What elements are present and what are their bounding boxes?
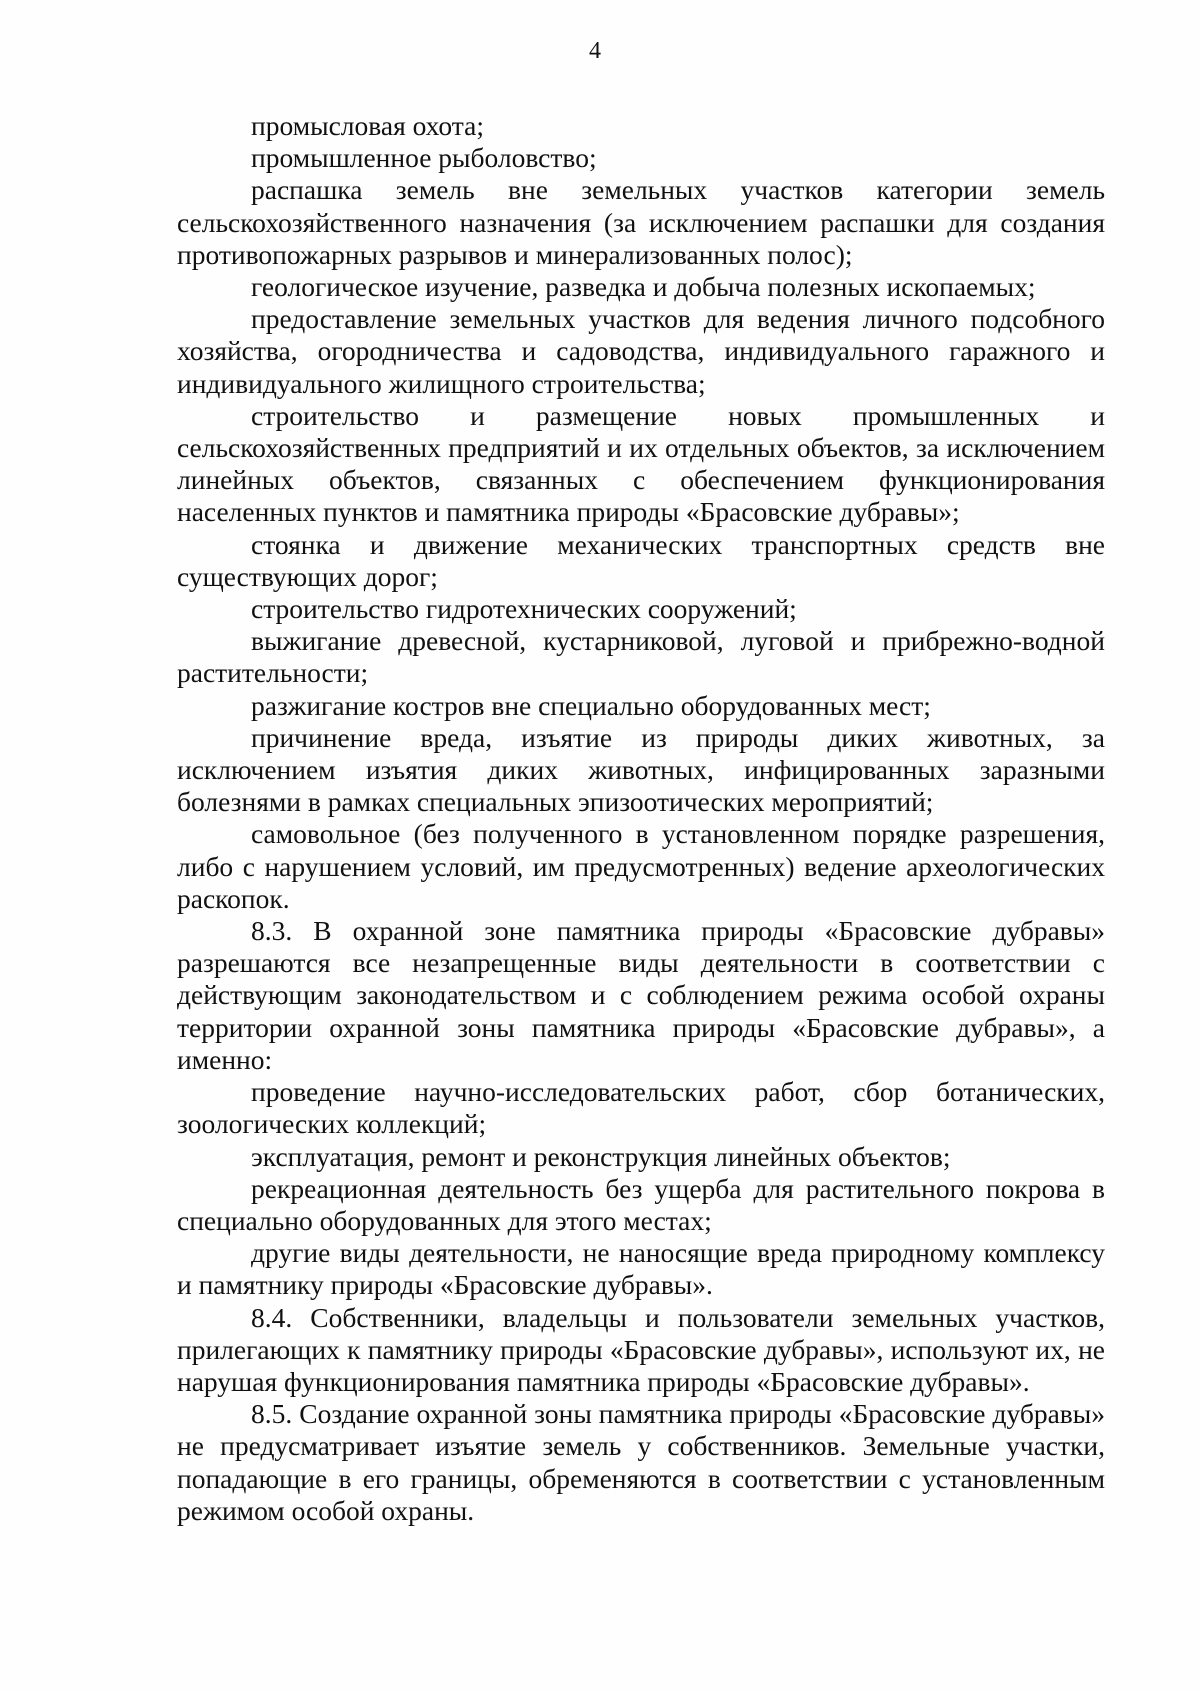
paragraph-section-8-3: 8.3. В охранной зоне памятника природы «Брасовские дубравы» разрешаются все незапрещенные виды деятельности в соответствии с действующим законодательством и с соблюдением режима особой охраны территории охранной зоны памятника природы «Брасовские дубравы», а именно: xyxy=(177,915,1105,1075)
paragraph-hydraulic-structures: строительство гидротехнических сооружений; xyxy=(251,593,797,625)
paragraph-archaeological-excavations: самовольное (без полученного в установленном порядке разрешения, либо с нарушением условий, им предусмотренных) ведение археологических раскопок. xyxy=(177,818,1105,914)
paragraph-construction: строительство и размещение новых промышленных и сельскохозяйственных предприятий и их отдельных объектов, за исключением линейных объектов, связанных с обеспечением функционирования населенных пунктов и памятника природы «Брасовские дубравы»; xyxy=(177,399,1105,528)
paragraph-geological-survey: геологическое изучение, разведка и добыча полезных ископаемых; xyxy=(251,271,1036,303)
paragraph-wildlife-harm: причинение вреда, изъятие из природы диких животных, за исключением изъятия диких животных, инфицированных заразными болезнями в рамках специальных эпизоотических мероприятий; xyxy=(177,721,1105,818)
paragraph-vehicle-parking: стоянка и движение механических транспортных средств вне существующих дорог; xyxy=(177,528,1105,592)
paragraph-vegetation-burning: выжигание древесной, кустарниковой, луговой и прибрежно-водной растительности; xyxy=(177,625,1105,689)
paragraph-section-8-4: 8.4. Собственники, владельцы и пользователи земельных участков, прилегающих к памятнику природы «Брасовские дубравы», используют их, не нарушая функционирования памятника природы «Брасовские дубравы». xyxy=(177,1301,1105,1397)
paragraph-linear-objects: эксплуатация, ремонт и реконструкция линейных объектов; xyxy=(251,1140,951,1172)
page-number: 4 xyxy=(589,38,601,64)
paragraph-recreation: рекреационная деятельность без ущерба для растительного покрова в специально оборудованных для этого местах; xyxy=(177,1172,1105,1236)
paragraph-plowing: распашка земель вне земельных участков категории земель сельскохозяйственного назначения (за исключением распашки для создания противопожарных разрывов и минерализованных полос); xyxy=(177,174,1105,270)
paragraph-commercial-hunting: промысловая охота; xyxy=(251,110,484,141)
paragraph-industrial-fishing: промышленное рыболовство; xyxy=(251,142,597,174)
document-body xyxy=(177,110,1105,1527)
paragraph-research: проведение научно-исследовательских работ, сбор ботанических, зоологических коллекций; xyxy=(177,1076,1105,1140)
paragraph-land-allocation: предоставление земельных участков для ведения личного подсобного хозяйства, огородничества и садоводства, индивидуального гаражного и индивидуального жилищного строительства; xyxy=(177,303,1105,399)
paragraph-other-activities: другие виды деятельности, не наносящие вреда природному комплексу и памятнику природы «Брасовские дубравы». xyxy=(177,1237,1105,1301)
paragraph-campfires: разжигание костров вне специально оборудованных мест; xyxy=(251,689,931,721)
paragraph-section-8-5: 8.5. Создание охранной зоны памятника природы «Брасовские дубравы» не предусматривает изъятие земель у собственников. Земельные участки, попадающие в его границы, обременяются в соответствии с установленным режимом особой охраны. xyxy=(177,1398,1105,1526)
